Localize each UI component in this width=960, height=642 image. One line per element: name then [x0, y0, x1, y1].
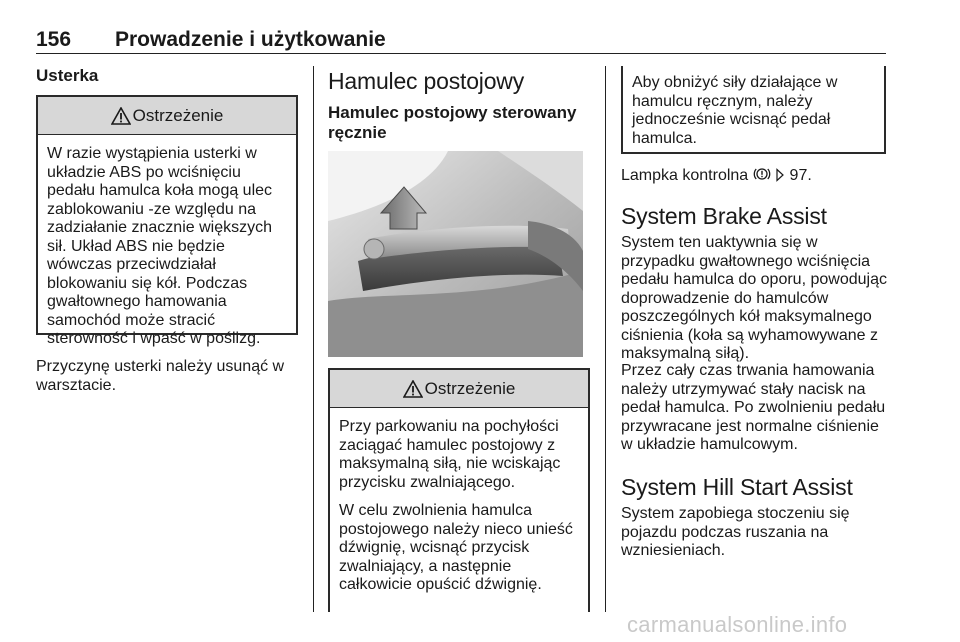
warning-box-parking — [328, 368, 590, 612]
handbrake-photo — [328, 151, 583, 357]
warning-box-header — [38, 97, 296, 135]
warning-box-continued — [621, 66, 886, 154]
section-title-brake-assist: System Brake Assist — [621, 203, 827, 229]
warning-triangle-icon — [111, 107, 131, 125]
page-number: 156 — [36, 28, 72, 51]
page-reference-icon — [775, 168, 785, 182]
warning-continued-text: Aby obniżyć siły działające w hamulcu ręcznym, należy jednocześnie wcisnąć pedał hamulca. — [632, 74, 838, 147]
warning-paragraph-2: W celu zwolnienia hamulca postojowego należy nieco unieść dźwignię, wcisnąć przycisk zwalniający, a następnie całkowicie opuścić dźwignię. — [339, 502, 573, 593]
section-title-hamulec: Hamulec postojowy — [328, 68, 525, 94]
indicator-page-ref: 97. — [789, 167, 812, 184]
subsection-title-reczny: Hamulec postojowy sterowany ręcznie — [328, 103, 577, 142]
warning-title: Ostrzeżenie — [132, 105, 224, 125]
parking-brake-lamp-icon — [753, 166, 771, 182]
warning-body — [330, 408, 588, 595]
warning-body — [38, 135, 296, 349]
warning-box-abs — [36, 95, 298, 347]
warning-text: W razie wystąpienia usterki w układzie ABS po wciśnięciu pedału hamulca koła mogą ulec zablokowaniu -ze względu na zadziałanie znacznie większych sił. Układ ABS nie będzie wówczas przeciwdziałał blokowaniu się kół. Podczas gwałtownego hamowania samochód może stracić sterowność i wpaść w poślizg. — [47, 145, 273, 347]
indicator-line — [621, 166, 886, 186]
hill-start-paragraph: System zapobiega stoczeniu się pojazdu podczas ruszania na wzniesieniach. — [621, 505, 850, 559]
brake-assist-paragraph-2: Przez cały czas trwania hamowania należy utrzymywać stały nacisk na pedał hamulca. Po zwolnieniu pedału przywracane jest normalne ciśnienie w układzie hamulcowym. — [621, 362, 886, 453]
section-title-usterka: Usterka — [36, 66, 99, 85]
column-divider-left — [313, 66, 314, 612]
header-rule — [36, 53, 886, 54]
watermark: carmanualsonline.info — [627, 612, 848, 637]
warning-box-header — [330, 370, 588, 408]
warning-title: Ostrzeżenie — [424, 378, 516, 398]
repair-paragraph: Przyczynę usterki należy usunąć w warsztacie. — [36, 358, 285, 394]
page-header — [36, 28, 886, 52]
chapter-title: Prowadzenie i użytkowanie — [115, 28, 386, 51]
section-title-hill-start: System Hill Start Assist — [621, 474, 853, 500]
warning-paragraph-1: Przy parkowaniu na pochyłości zaciągać hamulec postojowy z maksymalną siłą, nie wciskając przycisku zwalniającego. — [339, 418, 561, 491]
column-divider-right — [605, 66, 606, 612]
brake-assist-paragraph-1: System ten uaktywnia się w przypadku gwałtownego wciśnięcia pedału hamulca do oporu, powodując doprowadzenie do hamulców poszczególnych kół maksymalnego ciśnienia (koła są wyhamowywane z maksymalną siłą). — [621, 234, 887, 362]
warning-triangle-icon — [403, 380, 423, 398]
indicator-label: Lampka kontrolna — [621, 167, 749, 184]
handbrake-illustration — [328, 151, 583, 357]
